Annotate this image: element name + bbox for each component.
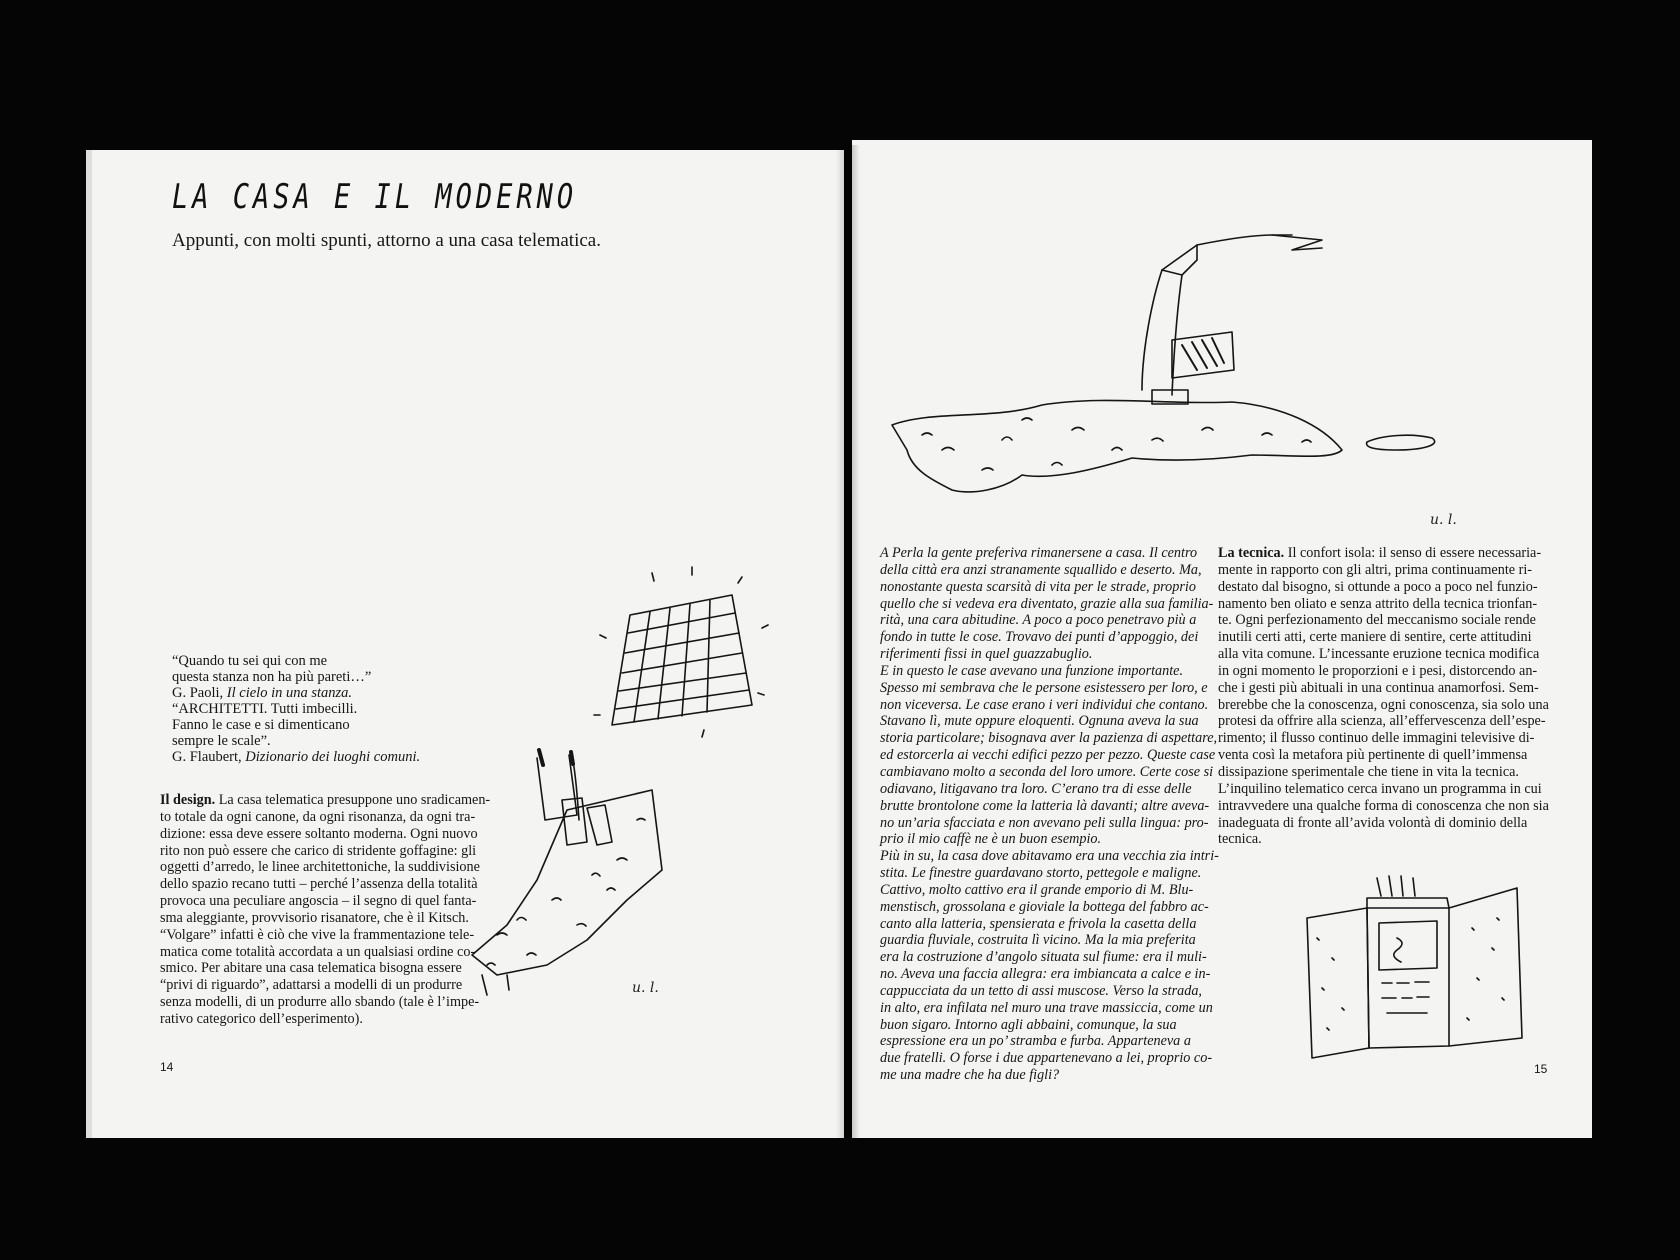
grid-sketch-illustration: [592, 565, 782, 745]
quote-source: Dizionario dei luoghi comuni.: [245, 749, 421, 765]
section-heading: La tecnica.: [1218, 545, 1285, 561]
quote-line: sempre le scale”.: [172, 733, 271, 749]
quote-line: “ARCHITETTI. Tutti imbecilli.: [172, 701, 358, 717]
page-subtitle: Appunti, con molti spunti, attorno a una casa telematica.: [172, 230, 601, 251]
quote-attribution: G. Flaubert, Dizionario dei luoghi comuni.: [172, 749, 421, 765]
artist-signature: u. l.: [1430, 512, 1457, 528]
desk-sketch-illustration: [467, 750, 677, 1010]
design-section: Il design. La casa telematica presuppone uno sradicamen- to totale da ogni canone, da ogni risonanza, da ogni tra- dizione: essa deve essere soltanto moderna. Ogni nuovo rito non può essere che carico di stridente goffagine: gli oggetti d’arredo, le linee architettoniche, la suddivisione dello spazio recano tutti – perché l’assenza della totalità provoca una peculiare angoscia – il segno di quel fanta- sma aleggiante, provvisorio risanatore, che è il Kitsch. “Volgare” infatti è ciò che vive la frammentazione tele- matica come totalità accordata a un qualsiasi ordine co- smico. Per abitare una casa telematica bisogna essere “privi di riguardo”, adattarsi a modelli di un produrre senza modelli, di un produrre allo sbando (tale è l’impe- rativo categorico dell’esperimento).: [160, 792, 491, 1027]
page-title: LA CASA E IL MODERNO: [172, 178, 578, 217]
quote-source: Il cielo in una stanza.: [226, 685, 353, 701]
quote-line: Fanno le case e si dimenticano: [172, 717, 350, 733]
quote-line: “Quando tu sei qui con me: [172, 653, 328, 669]
epigraph-quote: [172, 653, 462, 765]
island-tower-illustration: [852, 180, 1592, 500]
right-page: [852, 140, 1592, 1138]
book-gutter: [836, 145, 860, 1138]
tecnica-section: La tecnica. Il confort isola: il senso di essere necessaria- mente in rapporto con gli altri, prima continuamente ri- destato dal bisogno, si ottunde a poco a poco nel funzio- namento ben oliato e senza attrito della tecnica trionfan- te. Ogni perfezionamento del meccanismo sociale rende inutili certi atti, certe maniere di sentire, certe attitudini alla vita comune. L’incessante eruzione tecnica modifica in ogni momento le proporzioni e i pesi, distorcendo an- che i gesti più abituali in una continua anamorfosi. Sem- brerebbe che la conoscenza, ogni conoscenza, sia solo una protesi da offrire alla scienza, all’effervescenza dell’espe- rimento; il flusso continuo delle immagini televisive di- venta così la metafora più pertinente di quell’immensa dissipazione sperimentale che tiene in vita la tecnica. L’inquilino telematico cerca invano un programma in cui intravvedere una qualche forma di conoscenza che non sia inadeguata di fronte all’avida volontà di dominio della tecnica.: [1218, 545, 1549, 848]
artist-signature: u. l.: [632, 980, 659, 996]
perla-story-column: A Perla la gente preferiva rimanersene a casa. Il centro della città era anzi stranamente squallido e deserto. Ma, nonostante questa scarsità di vita per le strade, proprio quello che si vedeva era diventato, grazie alla sua familia- rità, una cara abitudine. A poco a poco penetravo più a fondo in tutte le cose. Trovavo dei punti d’appoggio, dei riferimenti fissi in quel guazzabuglio. E in questo le case avevano una funzione importante. Spesso mi sembrava che le persone esistessero per loro, e non viceversa. Le case erano i veri individui che contano. Stavano lì, mute oppure eloquenti. Ognuna aveva la sua storia particolare; bisognava aver la pazienza di aspettare, ed estorcerla ai vecchi edifici pezzo per pezzo. Queste case cambiavano molto a seconda del loro umore. Certe cose si odiavano, litigavano tra loro. C’erano tra di esse delle brutte brontolone come la latteria là davanti; altre aveva- no un’aria sfacciata e non avevano peli sulla lingua: pro- prio il mio caffè ne è un buon esempio. Più in su, la casa dove abitavamo era una vecchia zia intri- stita. Le finestre guardavano storto, pettegole e maligne. Cattivo, molto cattivo era il grande emporio di M. Blu- menstisch, grossolana e gioviale la bottega del fabbro ac- canto alla latteria, spensierata e frivola la casetta della guardia fluviale, costruita lì vicino. Ma la mia preferita era la costruzione d’angolo situata sul fiume: era il muli- no. Aveva una faccia allegra: era imbiancata a calce e in- cappucciata da un tetto di assi muscose. Verso la strada, in alto, era infilata nel muro una trave massiccia, come un buon sigaro. Intorno agli abbaini, comunque, la sua espressione era un po’ stramba e furba. Apparteneva a due fratelli. O forse i due appartenevano a lei, proprio co- me una madre che ha due figli?: [880, 545, 1219, 1084]
section-heading: Il design.: [160, 792, 216, 808]
quote-attribution: G. Paoli, Il cielo in una stanza.: [172, 685, 353, 701]
page-number: 15: [1534, 1062, 1548, 1076]
page-number: 14: [160, 1060, 174, 1074]
left-page: [92, 150, 844, 1138]
television-cabinet-illustration: [1297, 858, 1537, 1068]
quote-line: questa stanza non ha più pareti…”: [172, 669, 372, 685]
